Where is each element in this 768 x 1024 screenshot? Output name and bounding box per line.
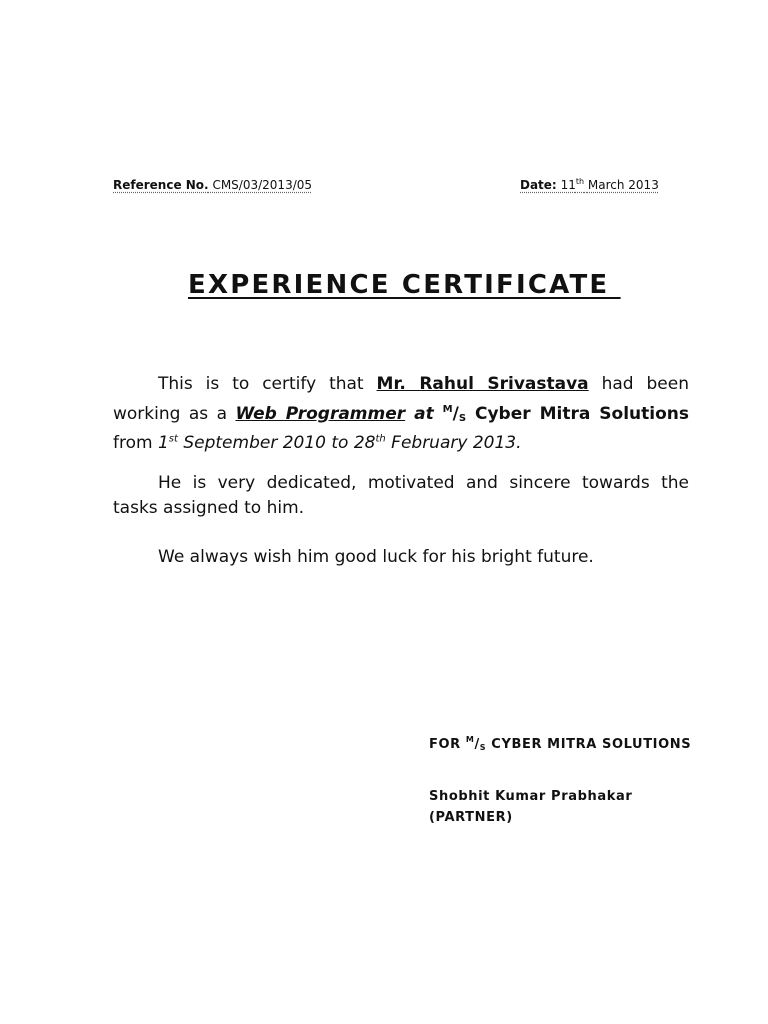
employment-period <box>158 433 522 453</box>
para2-text: He is very dedicated, motivated and sincere towards the tasks assigned to him. <box>113 473 689 518</box>
para1-at: at <box>405 404 443 424</box>
date-line <box>520 177 659 193</box>
para1-working: had been working as a <box>113 374 689 424</box>
para1-from: from <box>113 433 158 453</box>
page-title: EXPERIENCE CERTIFICATE <box>188 270 621 300</box>
certification-paragraph <box>113 372 689 456</box>
dedication-paragraph <box>113 471 689 521</box>
signatory-designation: (PARTNER) <box>429 810 513 825</box>
end-rest: February 2013. <box>385 433 522 453</box>
signature-company <box>429 729 691 758</box>
reference-label: Reference No. <box>113 178 209 192</box>
sig-ms-s: S <box>479 743 487 752</box>
signatory <box>429 786 632 828</box>
start-rest: September 2010 to <box>177 433 354 453</box>
date-day-suffix: th <box>575 177 585 186</box>
ms-s: S <box>458 413 467 424</box>
start-day: 1 <box>157 433 169 453</box>
start-suffix: st <box>168 433 178 445</box>
job-title: Web Programmer <box>235 404 406 424</box>
date-rest: March 2013 <box>587 178 659 192</box>
signatory-name: Shobhit Kumar Prabhakar <box>429 789 633 804</box>
company-name <box>443 404 689 424</box>
para3-text: We always wish him good luck for his bright future. <box>158 547 594 567</box>
wishes-paragraph <box>113 545 689 570</box>
sig-company: CYBER MITRA SOLUTIONS <box>486 737 692 752</box>
reference-number <box>113 177 312 193</box>
sig-for: FOR <box>429 737 466 752</box>
date-day: 11 <box>560 178 576 192</box>
ms-slash: / <box>452 404 459 424</box>
sig-ms-m: M <box>465 735 475 744</box>
employee-name: Mr. Rahul Srivastava <box>376 374 589 394</box>
date-label: Date: <box>520 178 557 192</box>
end-suffix: th <box>375 433 386 445</box>
end-day: 28 <box>353 433 376 453</box>
sig-ms-slash: / <box>474 737 480 752</box>
ms-m: M <box>442 404 453 415</box>
para1-intro: This is to certify that <box>158 374 377 394</box>
company-text: Cyber Mitra Solutions <box>466 404 689 424</box>
reference-value: CMS/03/2013/05 <box>212 178 313 192</box>
